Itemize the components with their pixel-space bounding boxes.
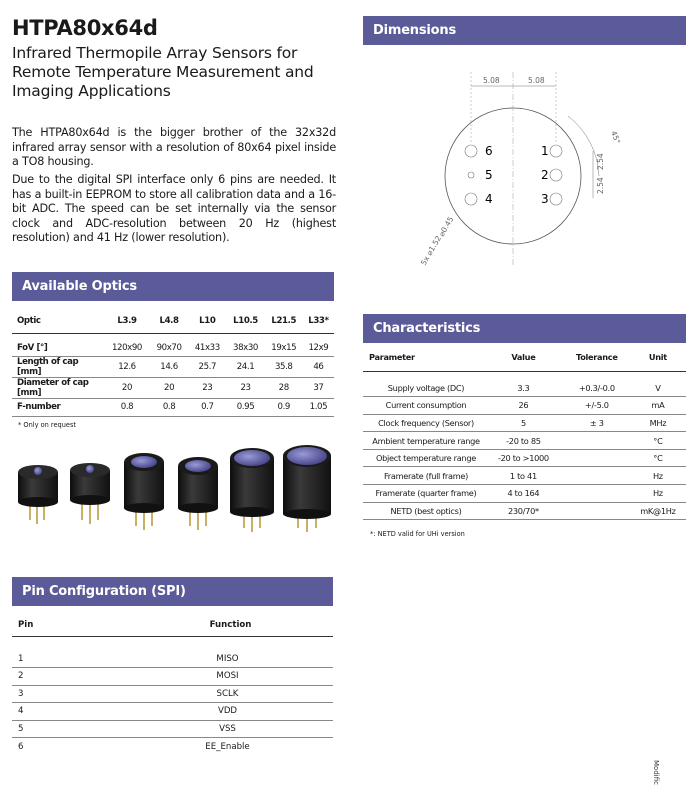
char-tolerance	[564, 502, 630, 520]
dim-label-pitch-2: 2.54	[596, 177, 605, 194]
pin-number: 2	[12, 668, 122, 686]
char-unit: Hz	[630, 467, 686, 485]
char-row	[363, 414, 686, 432]
char-value: 26	[483, 397, 564, 415]
dim-label-pitch-1: 2.54	[596, 153, 605, 170]
char-tolerance: ± 3	[564, 414, 630, 432]
pin-function: EE_Enable	[205, 741, 250, 752]
char-value: 5	[483, 414, 564, 432]
optics-row-label: Length of cap [mm]	[12, 357, 104, 378]
sensor-product-images	[12, 440, 342, 540]
optics-cell: 46	[303, 357, 334, 378]
pin-function: VSS	[122, 720, 333, 738]
side-margin-text: Modific	[652, 760, 660, 785]
optics-cell: 0.9	[265, 399, 303, 417]
pin-number: 5	[12, 720, 122, 738]
optics-cell: 1.05	[303, 399, 334, 417]
pin-label-3: 3	[541, 192, 549, 206]
optics-col-header: Optic	[17, 315, 41, 326]
pin-label-1: 1	[541, 144, 549, 158]
optics-col-header: L33*	[308, 315, 329, 326]
optics-cell: 12.6	[104, 357, 150, 378]
char-tolerance	[564, 449, 630, 467]
pin-number: 4	[12, 703, 122, 721]
char-value: 3.3	[483, 379, 564, 397]
char-unit: °C	[630, 449, 686, 467]
pin-number: 3	[12, 685, 122, 703]
char-param: Framerate (full frame)	[363, 467, 483, 485]
pin-col-header: Pin	[18, 619, 34, 630]
dimensions-drawing	[363, 52, 686, 272]
sensor-l105-image	[178, 457, 218, 530]
optics-row	[12, 378, 334, 399]
char-value: -20 to 85	[483, 432, 564, 450]
char-param: Ambient temperature range	[363, 432, 483, 450]
optics-cell: 20	[104, 378, 150, 399]
char-value: -20 to >1000	[483, 449, 564, 467]
pin-row	[12, 738, 333, 756]
dim-label-left: 5.08	[483, 76, 500, 85]
char-unit: Hz	[630, 485, 686, 503]
optics-row	[12, 339, 334, 357]
characteristics-table	[363, 343, 686, 520]
char-col-header: Unit	[648, 351, 667, 362]
pin-function: MISO	[122, 650, 333, 668]
char-row	[363, 432, 686, 450]
optics-table	[12, 309, 334, 417]
function-col-header: Function	[209, 619, 252, 630]
char-param: Framerate (quarter frame)	[363, 485, 483, 503]
optics-cell: 14.6	[150, 357, 188, 378]
optics-col-header: L10	[199, 315, 216, 326]
char-row	[363, 467, 686, 485]
characteristics-heading: Characteristics	[363, 314, 686, 343]
sensor-l39-image	[18, 465, 58, 524]
optics-cell: 24.1	[226, 357, 264, 378]
dim-label-angle: 45°	[609, 129, 623, 146]
optics-footnote: * Only on request	[18, 421, 76, 429]
optics-cell: 0.8	[150, 399, 188, 417]
optics-col-header: L10.5	[233, 315, 258, 326]
pin-function: MOSI	[122, 668, 333, 686]
pin-number: 1	[12, 650, 122, 668]
optics-cell: 23	[188, 378, 226, 399]
optics-col-header: L21.5	[271, 315, 297, 326]
sensor-l10-image	[124, 453, 164, 530]
optics-cell: 0.8	[104, 399, 150, 417]
pin-header-row	[12, 614, 333, 636]
characteristics-header-row	[363, 343, 686, 371]
char-tolerance: +/-5.0	[564, 397, 630, 415]
char-unit: mA	[630, 397, 686, 415]
pin-row	[12, 650, 333, 668]
intro-paragraph-2: Due to the digital SPI interface only 6 pins are needed. It has a built-in EEPROM to store all calibration data and a 16-bit ADC. The speed can be set internally via the sensor clock and ADC-resolution between 20 Hz (highest resolution) and 41 Hz (lower resolution).	[12, 173, 336, 245]
pin-row	[12, 720, 333, 738]
char-value: 4 to 164	[483, 485, 564, 503]
char-tolerance	[564, 485, 630, 503]
optics-row	[12, 357, 334, 378]
char-row	[363, 449, 686, 467]
char-param: NETD (best optics)	[363, 502, 483, 520]
pin-label-5: 5	[485, 168, 493, 182]
pin-table	[12, 614, 333, 755]
pin-row	[12, 668, 333, 686]
pin-row	[12, 703, 333, 721]
optics-cell: 0.95	[226, 399, 264, 417]
optics-header-row	[12, 309, 334, 333]
char-unit: °C	[630, 432, 686, 450]
pin-label-2: 2	[541, 168, 549, 182]
optics-col-header: L4.8	[159, 315, 179, 326]
intro-paragraph-1: The HTPA80x64d is the bigger brother of the 32x32d infrared array sensor with a resolution of 80x64 pixel inside a TO8 housing.	[12, 126, 336, 169]
char-row	[363, 379, 686, 397]
optics-cell: 90x70	[150, 339, 188, 357]
char-param: Object temperature range	[363, 449, 483, 467]
optics-cell: 41x33	[188, 339, 226, 357]
char-param: Supply voltage (DC)	[363, 379, 483, 397]
char-tolerance	[564, 432, 630, 450]
char-unit: V	[630, 379, 686, 397]
char-tolerance: +0.3/-0.0	[564, 379, 630, 397]
dim-label-hole: ⌀0.45	[436, 215, 456, 238]
char-row	[363, 485, 686, 503]
optics-cell: 19x15	[265, 339, 303, 357]
optics-row-label: F-number	[12, 399, 104, 417]
sensor-l48-image	[70, 463, 110, 524]
optics-cell: 28	[265, 378, 303, 399]
optics-heading: Available Optics	[12, 272, 334, 301]
characteristics-footnote: *: NETD valid for UHi version	[370, 530, 465, 538]
char-unit: MHz	[630, 414, 686, 432]
pin-function: VDD	[122, 703, 333, 721]
char-col-header: Tolerance	[576, 351, 618, 362]
optics-row-label: Diameter of cap [mm]	[12, 378, 104, 399]
dim-label-circle: 5x ⌀1.52	[418, 234, 444, 267]
optics-cell: 0.7	[188, 399, 226, 417]
char-col-header: Parameter	[369, 351, 415, 362]
char-value: 1 to 41	[483, 467, 564, 485]
pin-row	[12, 685, 333, 703]
optics-cell: 35.8	[265, 357, 303, 378]
page-title: HTPA80x64d	[12, 16, 158, 40]
char-param: Current consumption	[363, 397, 483, 415]
dim-label-right: 5.08	[528, 76, 545, 85]
optics-cell: 37	[303, 378, 334, 399]
pin-number: 6	[18, 741, 24, 752]
dimensions-heading: Dimensions	[363, 16, 686, 45]
optics-cell: 12x9	[303, 339, 334, 357]
optics-cell: 23	[226, 378, 264, 399]
char-param: Clock frequency (Sensor)	[363, 414, 483, 432]
pin-function: SCLK	[122, 685, 333, 703]
optics-cell: 20	[150, 378, 188, 399]
char-col-header: Value	[511, 351, 536, 362]
page-subtitle: Infrared Thermopile Array Sensors for Remote Temperature Measurement and Imaging Applications	[12, 44, 314, 100]
optics-row-label: FoV [°]	[12, 339, 104, 357]
pin-label-4: 4	[485, 192, 493, 206]
sensor-l33-image	[283, 445, 331, 532]
char-value: 230/70*	[483, 502, 564, 520]
optics-cell: 25.7	[188, 357, 226, 378]
optics-cell: 120x90	[104, 339, 150, 357]
char-tolerance	[564, 467, 630, 485]
char-row	[363, 397, 686, 415]
pins-heading: Pin Configuration (SPI)	[12, 577, 333, 606]
pin-label-6: 6	[485, 144, 493, 158]
sensor-l215-image	[230, 448, 274, 532]
optics-cell: 38x30	[226, 339, 264, 357]
char-unit: mK@1Hz	[630, 502, 686, 520]
char-row	[363, 502, 686, 520]
optics-col-header: L3.9	[117, 315, 137, 326]
optics-row	[12, 399, 334, 417]
